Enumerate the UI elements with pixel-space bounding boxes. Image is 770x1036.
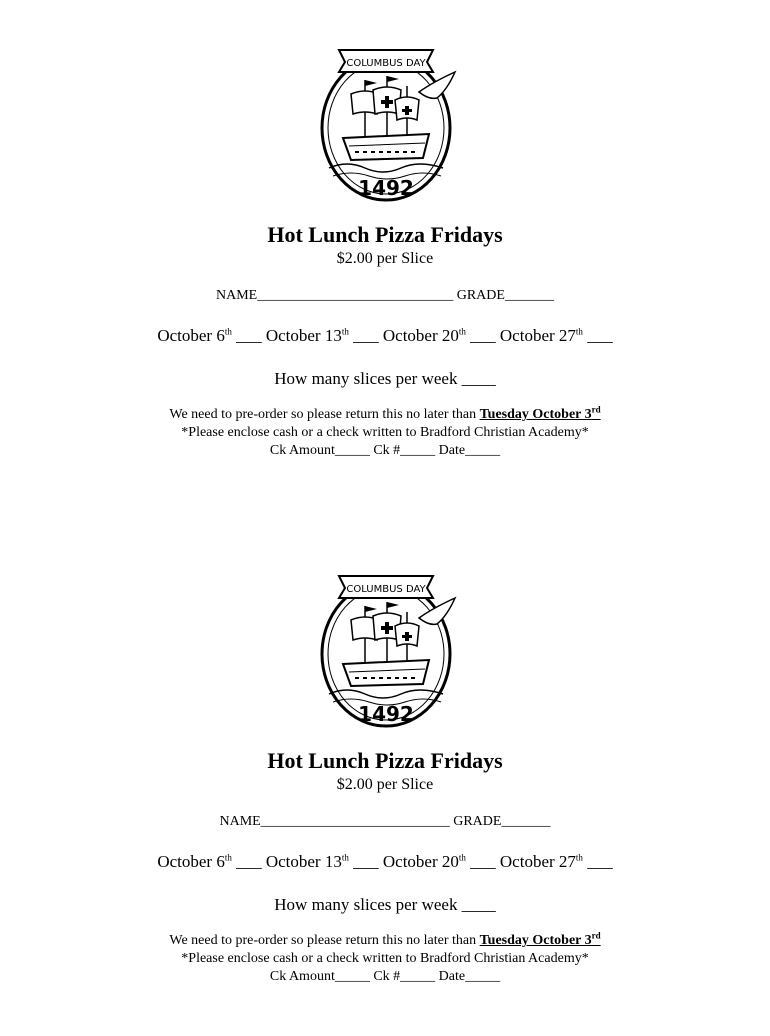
date-option-oct-13: October 13th ___: [265, 852, 383, 871]
columbus-day-ship-logo: [307, 42, 465, 202]
form-title: Hot Lunch Pizza Fridays: [267, 222, 503, 247]
order-form-1: [0, 40, 770, 510]
form-title: Hot Lunch Pizza Fridays: [267, 748, 503, 773]
deadline-date: Tuesday October 3rd: [479, 404, 601, 422]
price-per-slice: $2.00 per Slice: [336, 776, 434, 793]
date-option-oct-27: October 27th ___: [499, 326, 613, 345]
slices-per-week: How many slices per week ____: [274, 895, 496, 914]
price-per-slice: $2.00 per Slice: [336, 250, 434, 267]
check-info-line: Ck Amount_____ Ck #_____ Date_____: [269, 443, 501, 458]
logo-year-text: 1492: [358, 176, 414, 200]
name-grade-line: NAME____________________________ GRADE_______: [216, 288, 554, 303]
date-option-oct-6: October 6th ___: [157, 326, 266, 345]
logo-year-text: 1492: [358, 702, 414, 726]
payment-note: *Please enclose cash or a check written to Bradford Christian Academy*: [181, 425, 589, 440]
date-option-oct-27: October 27th ___: [499, 852, 613, 871]
logo-banner-text: COLUMBUS DAY: [346, 584, 426, 595]
name-grade-line: NAME___________________________ GRADE_______: [219, 814, 551, 829]
deadline-date: Tuesday October 3rd: [479, 930, 601, 948]
check-info-line: Ck Amount_____ Ck #_____ Date_____: [269, 969, 501, 984]
columbus-day-ship-logo: [307, 568, 465, 728]
preorder-note: We need to pre-order so please return this no later than Tuesday October 3rd: [169, 404, 601, 422]
date-option-oct-13: October 13th ___: [265, 326, 383, 345]
logo-banner-text: COLUMBUS DAY: [346, 58, 426, 69]
date-option-oct-20: October 20th ___: [382, 326, 500, 345]
preorder-note: We need to pre-order so please return this no later than Tuesday October 3rd: [169, 930, 601, 948]
order-form-2: [0, 566, 770, 1036]
date-options: [0, 852, 770, 872]
payment-note: *Please enclose cash or a check written to Bradford Christian Academy*: [181, 951, 589, 966]
slices-per-week: How many slices per week ____: [274, 369, 496, 388]
date-options: [0, 326, 770, 346]
date-option-oct-6: October 6th ___: [157, 852, 266, 871]
date-option-oct-20: October 20th ___: [382, 852, 500, 871]
